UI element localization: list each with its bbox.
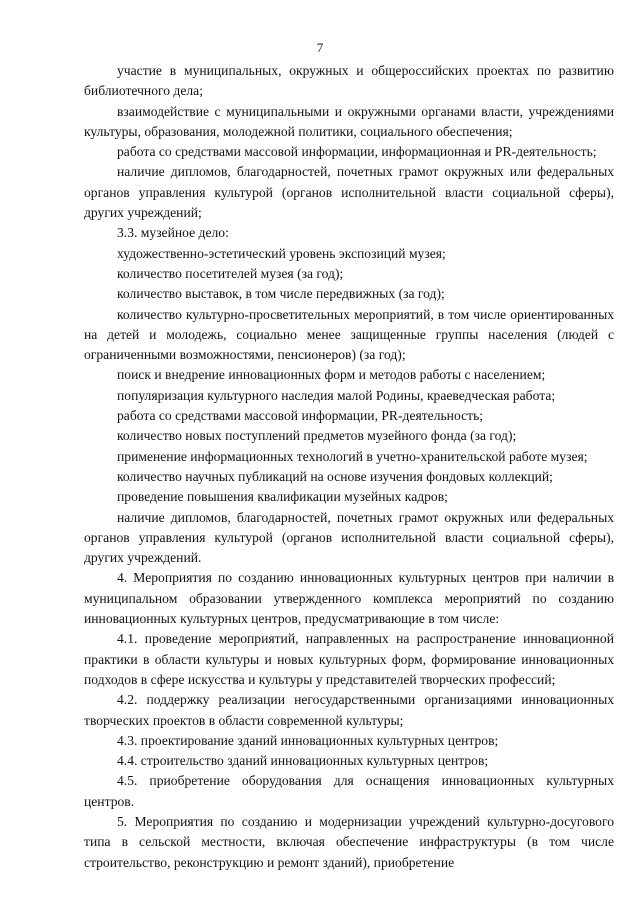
paragraph: количество выставок, в том числе передвижных (за год);	[117, 286, 445, 302]
paragraph: применение информационных технологий в учетно-хранительской работе музея;	[117, 448, 588, 464]
paragraph: количество культурно-просветительных мероприятий, в том числе ориентированных на детей и молодежь, социально менее защищенные группы населения (людей с ограниченными возможностями, пенсионеров) (за год);	[84, 306, 614, 363]
paragraph: художественно-эстетический уровень экспозиций музея;	[117, 245, 446, 261]
paragraph: 4.2. поддержку реализации негосударственными организациями инновационных творческих проектов в области современной культуры;	[84, 692, 614, 728]
paragraph: взаимодействие с муниципальными и окружными органами власти, учреждениями культуры, образования, молодежной политики, социального обеспечения;	[84, 103, 614, 139]
paragraph: наличие дипломов, благодарностей, почетных грамот окружных или федеральных органов управления культурой (органов исполнительной власти социальной сферы), других учреждений.	[84, 509, 614, 566]
paragraph: 3.3. музейное дело:	[117, 225, 229, 241]
paragraph: 4.3. проектирование зданий инновационных культурных центров;	[117, 732, 499, 748]
paragraph: работа со средствами массовой информации, PR-деятельность;	[117, 408, 484, 424]
paragraph: участие в муниципальных, окружных и общероссийских проектах по развитию библиотечного дела;	[84, 63, 614, 99]
paragraph: 4. Мероприятия по созданию инновационных культурных центров при наличии в муниципальном образовании утвержденного комплекса мероприятий по созданию инновационных культурных центров, предусматривающие в том числе:	[84, 570, 614, 627]
paragraph: количество посетителей музея (за год);	[117, 265, 344, 281]
paragraph: количество новых поступлений предметов музейного фонда (за год);	[117, 428, 517, 444]
paragraph: наличие дипломов, благодарностей, почетных грамот окружных или федеральных органов управления культурой (органов исполнительной власти социальной сферы), других учреждений;	[84, 164, 614, 221]
paragraph: количество научных публикаций на основе изучения фондовых коллекций;	[117, 468, 553, 484]
page-number: 7	[316, 40, 324, 55]
paragraph: 4.5. приобретение оборудования для оснащения инновационных культурных центров.	[84, 773, 614, 809]
document-body	[84, 61, 614, 873]
paragraph: 5. Мероприятия по созданию и модернизации учреждений культурно-досугового типа в сельской местности, включая обеспечение инфраструктуры (в том числе строительство, реконструкцию и ремонт зданий), приобретение	[84, 813, 614, 870]
paragraph: 4.1. проведение мероприятий, направленных на распространение инновационной практики в области культуры и новых культурных форм, формирование инновационных подходов в сфере искусства и культуры у представителей творческих профессий;	[84, 631, 614, 687]
paragraph: популяризация культурного наследия малой Родины, краеведческая работа;	[117, 387, 556, 403]
paragraph: работа со средствами массовой информации, информационная и PR-деятельность;	[117, 144, 597, 160]
paragraph: поиск и внедрение инновационных форм и методов работы с населением;	[117, 367, 546, 383]
paragraph: 4.4. строительство зданий инновационных культурных центров;	[117, 753, 489, 769]
paragraph: проведение повышения квалификации музейных кадров;	[117, 489, 448, 505]
